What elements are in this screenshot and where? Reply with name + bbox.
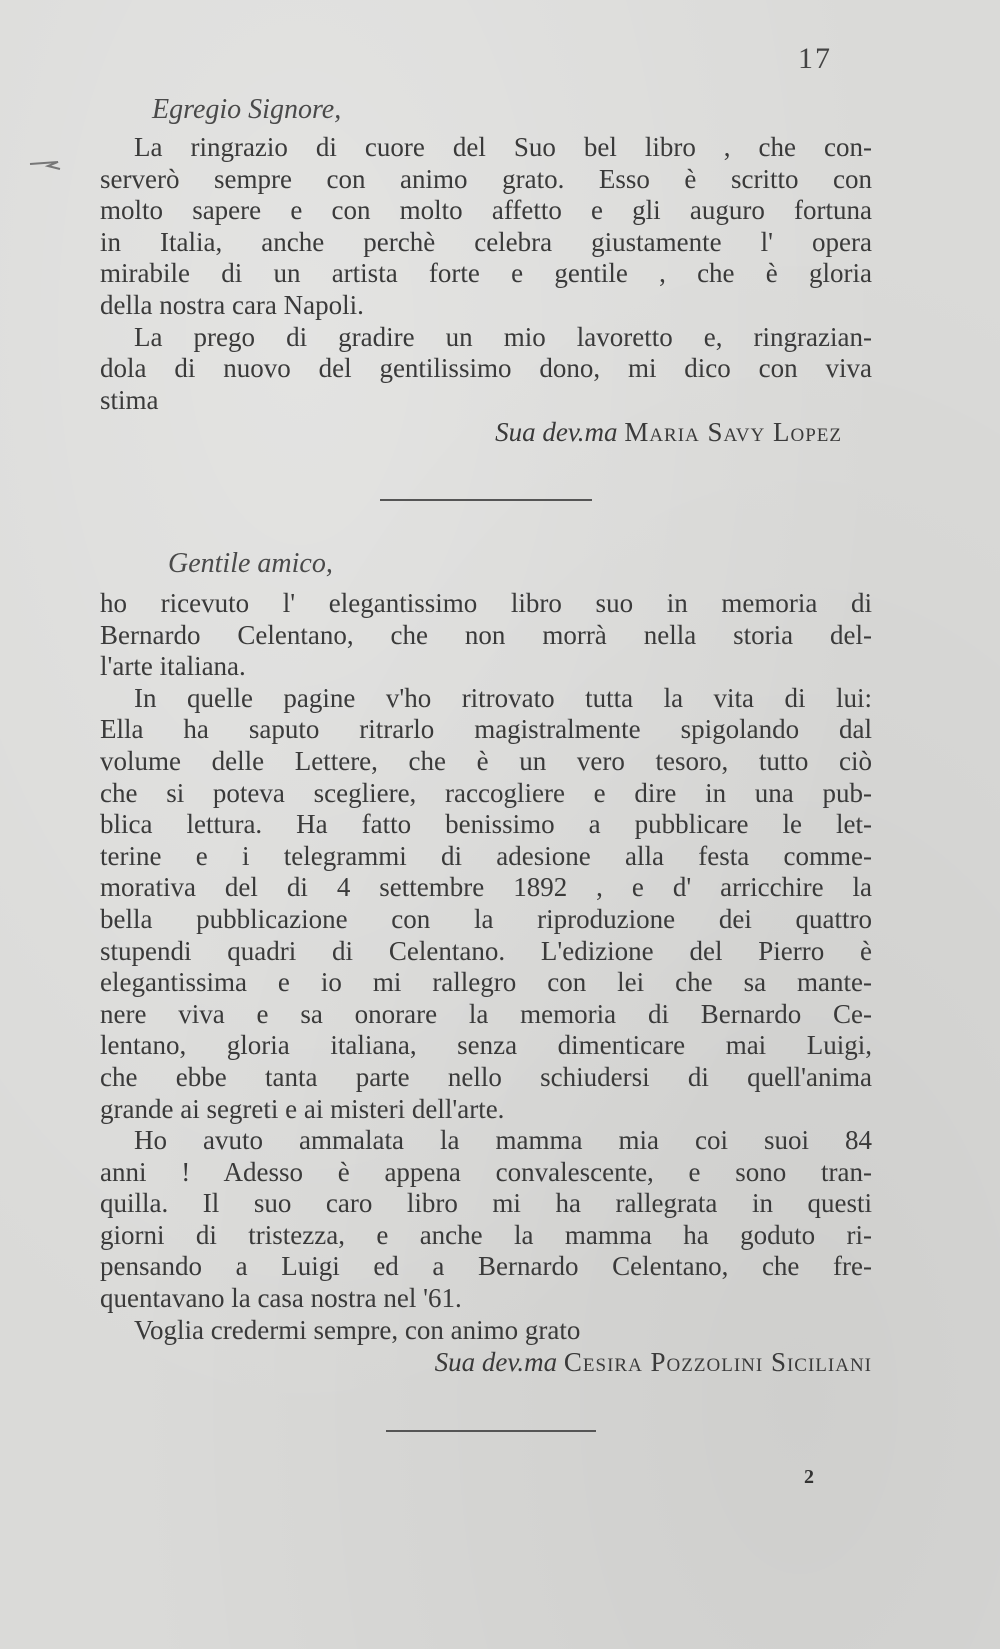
text-line: morativa del di 4 settembre 1892 , e d' arricchire la	[100, 872, 872, 903]
text-line: dola di nuovo del gentilissimo dono, mi dico con viva	[100, 353, 872, 384]
text-line: In quelle pagine v'ho ritrovato tutta la vita di lui:	[134, 682, 872, 713]
letter-1-signature	[100, 416, 872, 448]
text-line: bella pubblicazione con la riproduzione dei quattro	[100, 903, 872, 934]
text-line: molto sapere e con molto affetto e gli auguro fortuna	[100, 195, 872, 226]
text-line: grande ai segreti e ai misteri dell'arte.	[100, 1093, 505, 1124]
signature-dev: Sua dev.ma	[434, 1347, 558, 1378]
text-line: stima	[100, 384, 159, 415]
text-line: La prego di gradire un mio lavoretto e, ringrazian-	[134, 321, 872, 352]
letter-2-signature	[100, 1346, 872, 1378]
separator-rule	[380, 499, 592, 501]
text-line: elegantissima e io mi rallegro con lei che sa mante-	[100, 967, 872, 998]
letter-2-body	[100, 588, 872, 1346]
signature-name: Maria Savy Lopez	[624, 417, 842, 448]
text-line: Voglia credermi sempre, con animo grato	[134, 1314, 581, 1345]
text-line: che ebbe tanta parte nello schiudersi di quell'anima	[100, 1061, 872, 1092]
ink-mark	[28, 158, 62, 172]
signature-name: Cesira Pozzolini Siciliani	[563, 1347, 872, 1378]
text-line: che si poteva scegliere, raccogliere e dire in una pub-	[100, 777, 872, 808]
text-line: lentano, gloria italiana, senza dimenticare mai Luigi,	[100, 1030, 872, 1061]
text-line: della nostra cara Napoli.	[100, 289, 364, 320]
letter-2	[100, 548, 872, 1378]
text-line: La ringrazio di cuore del Suo bel libro , che con-	[134, 132, 872, 162]
page-number: 17	[798, 42, 832, 75]
text-line: quentavano la casa nostra nel '61.	[100, 1283, 462, 1314]
signature-mark: 2	[804, 1466, 814, 1488]
text-line: pensando a Luigi ed a Bernardo Celentano, che fre-	[100, 1251, 872, 1282]
text-line: anni ! Adesso è appena convalescente, e sono tran-	[100, 1156, 872, 1187]
letter-2-salutation: Gentile amico,	[168, 548, 333, 579]
text-line: giorni di tristezza, e anche la mamma ha goduto ri-	[100, 1219, 872, 1250]
letter-1-salutation: Egregio Signore,	[152, 94, 342, 125]
text-line: l'arte italiana.	[100, 651, 246, 682]
text-line: Bernardo Celentano, che non morrà nella storia del-	[100, 619, 872, 650]
letter-1-body	[100, 132, 872, 416]
text-line: quilla. Il suo caro libro mi ha rallegrata in questi	[100, 1188, 872, 1219]
text-line: nere viva e sa onorare la memoria di Bernardo Ce-	[100, 998, 872, 1029]
text-line: stupendi quadri di Celentano. L'edizione del Pierro è	[100, 935, 872, 966]
signature-dev: Sua dev.ma	[495, 417, 618, 448]
text-line: in Italia, anche perchè celebra giustamente l' opera	[100, 226, 872, 257]
letter-1	[100, 94, 872, 448]
text-line: ho ricevuto l' elegantissimo libro suo in memoria di	[100, 588, 872, 618]
text-line: Ho avuto ammalata la mamma mia coi suoi 84	[134, 1125, 872, 1156]
text-line: Ella ha saputo ritrarlo magistralmente spigolando dal	[100, 714, 872, 745]
text-line: blica lettura. Ha fatto benissimo a pubblicare le let-	[100, 809, 872, 840]
separator-rule	[386, 1430, 596, 1432]
text-line: volume delle Lettere, che è un vero tesoro, tutto ciò	[100, 745, 872, 776]
text-line: terine e i telegrammi di adesione alla festa comme-	[100, 840, 872, 871]
text-line: mirabile di un artista forte e gentile , che è gloria	[100, 258, 872, 289]
text-line: serverò sempre con animo grato. Esso è scritto con	[100, 163, 872, 194]
